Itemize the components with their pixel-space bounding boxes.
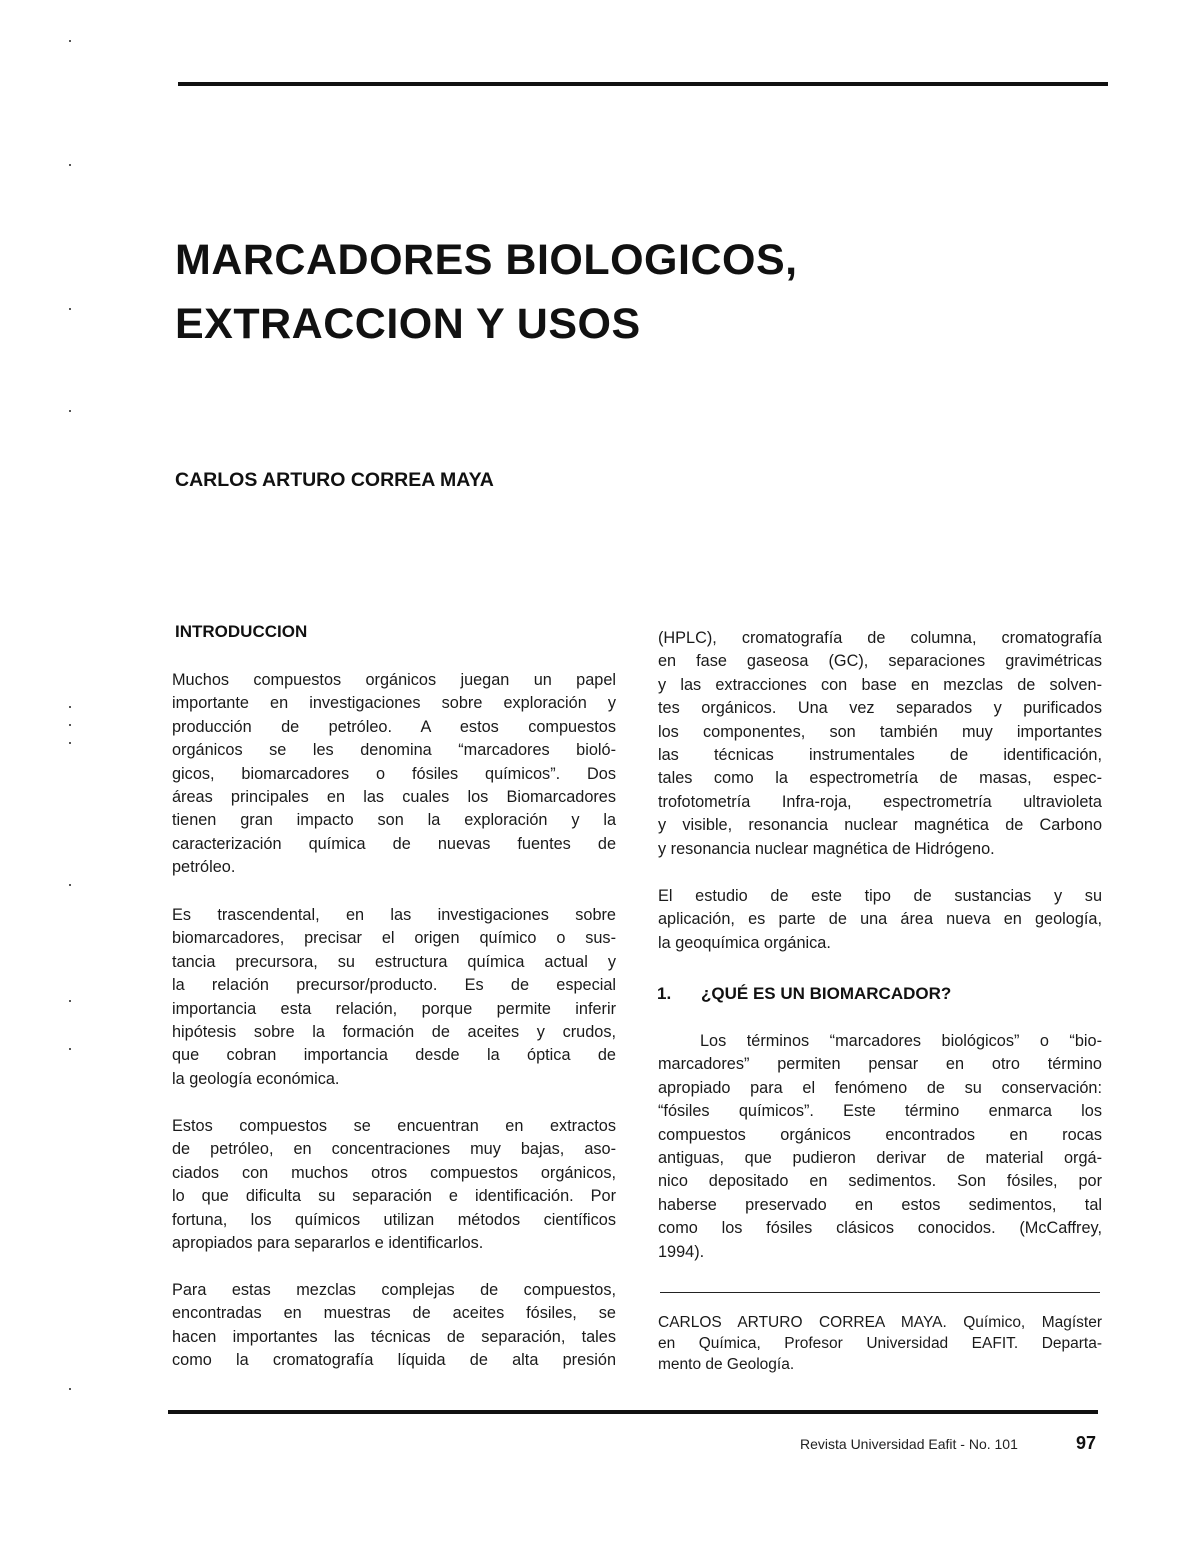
scan-margin-mark xyxy=(69,40,71,42)
intro-paragraph-4 xyxy=(172,1279,616,1373)
scan-margin-mark xyxy=(69,724,71,726)
text-line: en Química, Profesor Universidad EAFIT. Departa- xyxy=(658,1335,1102,1352)
text-line: Estos compuestos se encuentran en extractos xyxy=(172,1117,616,1135)
text-line: mento de Geología. xyxy=(658,1356,795,1373)
text-line: trofotometría Infra-roja, espectrometría ultravioleta xyxy=(658,792,1102,811)
text-line: Es trascendental, en las investigaciones sobre xyxy=(172,906,616,924)
text-line: apropiado para el fenómeno de su conservación: xyxy=(658,1078,1102,1097)
text-line: en fase gaseosa (GC), separaciones gravimétricas xyxy=(658,652,1102,671)
text-line: la geoquímica orgánica. xyxy=(658,933,831,952)
text-line: ciados con muchos otros compuestos orgánicos, xyxy=(172,1163,616,1182)
text-line: gicos, biomarcadores o fósiles químicos”. Dos xyxy=(172,764,616,783)
scan-margin-mark xyxy=(69,1048,71,1050)
intro-paragraph-5 xyxy=(658,885,1102,955)
text-line: y resonancia nuclear magnética de Hidrógeno. xyxy=(658,839,995,858)
scan-margin-mark xyxy=(69,742,71,744)
text-line: 1994). xyxy=(658,1242,705,1261)
text-line: fortuna, los químicos utilizan métodos científicos xyxy=(172,1210,616,1229)
author-name: CARLOS ARTURO CORREA MAYA xyxy=(175,469,494,491)
text-line: compuestos orgánicos encontrados en rocas xyxy=(658,1125,1102,1144)
text-line: El estudio de este tipo de sustancias y su xyxy=(658,887,1102,905)
text-line: CARLOS ARTURO CORREA MAYA. Químico, Magíster xyxy=(658,1314,1102,1331)
text-line: tales como la espectrometría de masas, espec- xyxy=(658,769,1102,788)
text-line: que cobran importancia desde la óptica de xyxy=(172,1046,616,1065)
text-line: petróleo. xyxy=(172,858,236,877)
scan-margin-mark xyxy=(69,1388,71,1390)
text-line: caracterización química de nuevas fuentes de xyxy=(172,834,616,853)
bottom-rule xyxy=(168,1410,1098,1414)
text-line: tancia precursora, su estructura química actual y xyxy=(172,952,616,971)
section-title: ¿QUÉ ES UN BIOMARCADOR? xyxy=(701,984,952,1003)
text-line: como los fósiles clásicos conocidos. (McCaffrey, xyxy=(658,1219,1102,1238)
text-line: marcadores” permiten pensar en otro término xyxy=(658,1055,1102,1074)
text-line: la relación precursor/producto. Es de especial xyxy=(172,976,616,995)
text-line: biomarcadores, precisar el origen químico o sus- xyxy=(172,929,616,948)
text-line: orgánicos se les denomina “marcadores bioló- xyxy=(172,741,616,760)
text-line: hacen importantes las técnicas de separación, tales xyxy=(172,1327,616,1346)
text-line: antiguas, que pudieron derivar de material orgá- xyxy=(658,1149,1102,1168)
text-line: Para estas mezclas complejas de compuestos, xyxy=(172,1281,616,1299)
text-line: y visible, resonancia nuclear magnética de Carbono xyxy=(658,816,1102,835)
text-line: importante en investigaciones sobre exploración y xyxy=(172,694,616,713)
scan-margin-mark xyxy=(69,884,71,886)
text-line: encontradas en muestras de aceites fósiles, se xyxy=(172,1304,616,1323)
text-line: (HPLC), cromatografía de columna, cromatografía xyxy=(658,629,1102,647)
intro-paragraph-1 xyxy=(172,669,616,880)
article-title-line-2: EXTRACCION Y USOS xyxy=(175,300,641,348)
scan-margin-mark xyxy=(69,164,71,166)
text-line: tienen gran impacto son la exploración y la xyxy=(172,811,616,830)
text-line: tes orgánicos. Una vez separados y purificados xyxy=(658,699,1102,718)
text-line: los componentes, son también muy importantes xyxy=(658,722,1102,741)
top-rule xyxy=(178,82,1108,86)
scan-margin-mark xyxy=(69,706,71,708)
footer-journal-name: Revista Universidad Eafit - No. 101 xyxy=(800,1436,1018,1452)
text-line: las técnicas instrumentales de identificación, xyxy=(658,746,1102,765)
intro-paragraph-3 xyxy=(172,1115,616,1255)
article-title-line-1: MARCADORES BIOLOGICOS, xyxy=(175,236,798,284)
text-line: y las extracciones con base en mezclas de solven- xyxy=(658,675,1102,694)
scan-margin-mark xyxy=(69,1000,71,1002)
text-line: producción de petróleo. A estos compuestos xyxy=(172,717,616,736)
author-footnote xyxy=(658,1312,1102,1375)
section-1-heading xyxy=(657,984,951,1004)
section-1-paragraph xyxy=(658,1030,1102,1264)
intro-heading: INTRODUCCION xyxy=(175,622,308,641)
text-line: de petróleo, en concentraciones muy bajas, aso- xyxy=(172,1140,616,1159)
scan-margin-mark xyxy=(69,410,71,412)
text-line: lo que dificulta su separación e identificación. Por xyxy=(172,1187,616,1206)
text-line: apropiados para separarlos e identificarlos. xyxy=(172,1234,484,1253)
page-number: 97 xyxy=(1076,1433,1097,1453)
text-line: nico depositado en sedimentos. Son fósiles, por xyxy=(658,1172,1102,1191)
text-line: hipótesis sobre la formación de aceites y crudos, xyxy=(172,1023,616,1042)
text-line: “fósiles químicos”. Este término enmarca los xyxy=(658,1102,1102,1121)
text-line: aplicación, es parte de una área nueva en geología, xyxy=(658,910,1102,929)
section-number: 1. xyxy=(657,984,672,1003)
text-line: Muchos compuestos orgánicos juegan un papel xyxy=(172,671,616,689)
text-line: la geología económica. xyxy=(172,1069,340,1088)
text-line: áreas principales en las cuales los Biomarcadores xyxy=(172,788,616,807)
footnote-divider xyxy=(660,1292,1100,1293)
text-line: Los términos “marcadores biológicos” o “bio- xyxy=(700,1032,1102,1050)
text-line: importancia esta relación, porque permite inferir xyxy=(172,999,616,1018)
intro-paragraph-4-continued xyxy=(658,627,1102,861)
scan-margin-mark xyxy=(69,308,71,310)
intro-paragraph-2 xyxy=(172,904,616,1091)
text-line: como la cromatografía líquida de alta presión xyxy=(172,1351,616,1370)
text-line: haberse preservado en estos sedimentos, tal xyxy=(658,1195,1102,1214)
